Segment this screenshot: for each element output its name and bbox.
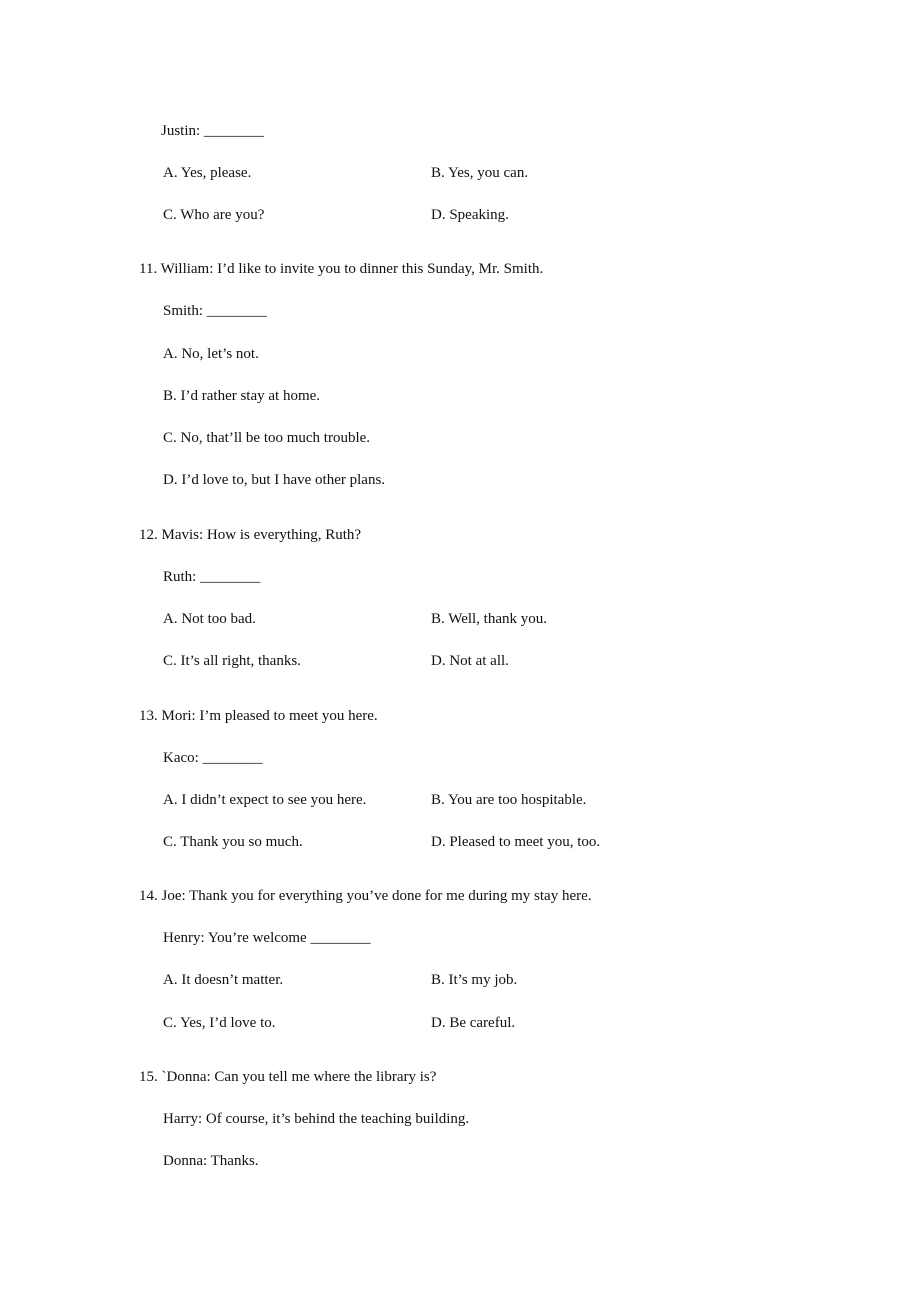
q11-option-c: C. No, that’ll be too much trouble.: [163, 430, 371, 446]
q14-option-a: A. It doesn’t matter.: [163, 972, 284, 988]
q10-option-d: D. Speaking.: [431, 207, 509, 223]
q11-option-a: A. No, let’s not.: [163, 346, 259, 362]
q11-option-d: D. I’d love to, but I have other plans.: [163, 472, 386, 488]
q14-option-b: B. It’s my job.: [431, 972, 518, 988]
q14-prompt: 14. Joe: Thank you for everything you’ve done for me during my stay here.: [139, 888, 592, 904]
q12-option-b: B. Well, thank you.: [431, 611, 548, 627]
q14-speaker-line: Henry: You’re welcome ________: [163, 930, 371, 946]
q13-speaker-line: Kaco: ________: [163, 750, 263, 766]
q10-option-b: B. Yes, you can.: [431, 165, 529, 181]
q15-dialogue-line-2: Harry: Of course, it’s behind the teaching building.: [163, 1111, 470, 1127]
q12-option-c: C. It’s all right, thanks.: [163, 653, 301, 669]
q13-option-a: A. I didn’t expect to see you here.: [163, 792, 367, 808]
q13-option-b: B. You are too hospitable.: [431, 792, 587, 808]
q13-option-d: D. Pleased to meet you, too.: [431, 834, 601, 850]
q10-speaker-line: Justin: ________: [161, 123, 264, 139]
q11-option-b: B. I’d rather stay at home.: [163, 388, 321, 404]
q11-speaker-line: Smith: ________: [163, 303, 267, 319]
q12-prompt: 12. Mavis: How is everything, Ruth?: [139, 527, 362, 543]
q14-option-c: C. Yes, I’d love to.: [163, 1015, 276, 1031]
q10-option-a: A. Yes, please.: [163, 165, 252, 181]
q12-option-d: D. Not at all.: [431, 653, 509, 669]
q14-option-d: D. Be careful.: [431, 1015, 516, 1031]
q13-prompt: 13. Mori: I’m pleased to meet you here.: [139, 708, 378, 724]
q13-option-c: C. Thank you so much.: [163, 834, 303, 850]
q15-dialogue-line-3: Donna: Thanks.: [163, 1153, 259, 1169]
q15-prompt: 15. `Donna: Can you tell me where the library is?: [139, 1069, 437, 1085]
q11-prompt: 11. William: I’d like to invite you to dinner this Sunday, Mr. Smith.: [139, 261, 544, 277]
q10-option-c: C. Who are you?: [163, 207, 265, 223]
q12-option-a: A. Not too bad.: [163, 611, 256, 627]
q12-speaker-line: Ruth: ________: [163, 569, 261, 585]
